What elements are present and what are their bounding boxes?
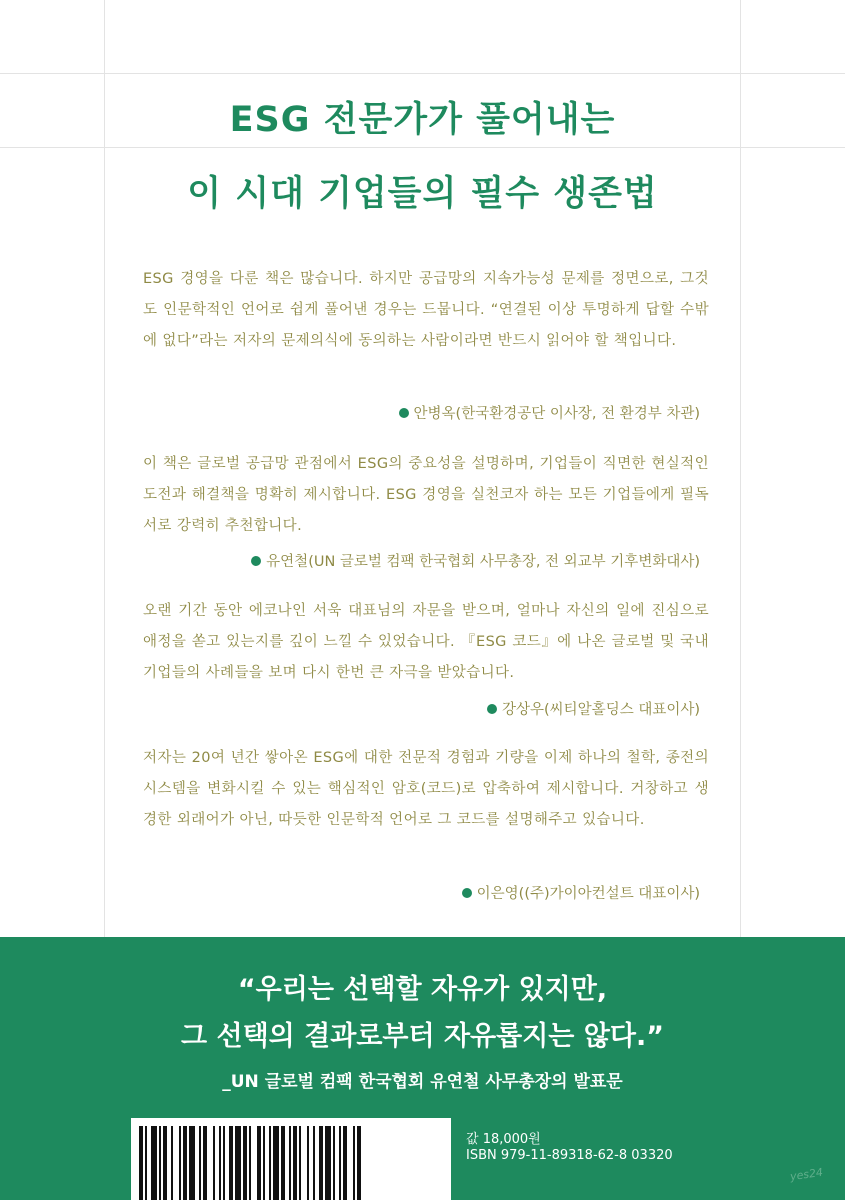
barcode-bar: [171, 1126, 173, 1200]
barcode-bar: [289, 1126, 291, 1200]
headline-line-1: ESG 전문가가 풀어내는: [229, 100, 616, 140]
barcode-bar: [249, 1126, 251, 1200]
quote-line-1: “우리는 선택할 자유가 있지만,: [237, 974, 608, 1005]
barcode-bar: [243, 1126, 247, 1200]
bullet-dot-icon: [251, 556, 261, 566]
endorsement-author: [251, 550, 700, 571]
barcode-bar: [163, 1126, 167, 1200]
bullet-dot-icon: [399, 408, 409, 418]
barcode-bar: [263, 1126, 265, 1200]
barcode-bar: [269, 1126, 271, 1200]
barcode-bar: [343, 1126, 347, 1200]
grid-line: [0, 73, 845, 74]
endorsement-text: 저자는 20여 년간 쌓아온 ESG에 대한 전문적 경험과 기량을 이제 하나의 철학, 종전의 시스템을 변화시킬 수 있는 핵심적인 암호(코드)로 압축하여 제시합니다. 거창하고 생경한 외래어가 아닌, 따듯한 인문학적 언어로 그 코드를 설명해주고 있습니다.: [143, 750, 709, 828]
barcode-bar: [333, 1126, 335, 1200]
barcode-bar: [353, 1126, 355, 1200]
endorsement-author: [462, 882, 700, 903]
barcode-bar: [293, 1126, 297, 1200]
barcode-bar: [189, 1126, 195, 1200]
barcode-bar: [299, 1126, 301, 1200]
endorsement-text: 오랜 기간 동안 에코나인 서욱 대표님의 자문을 받으며, 얼마나 자신의 일에 진심으로 애정을 쏟고 있는지를 깊이 느낄 수 있었습니다. 『ESG 코드』에 나온 글로벌 및 국내 기업들의 사례들을 보며 다시 한번 큰 자극을 받았습니다.: [143, 603, 709, 681]
headline-line-2: 이 시대 기업들의 필수 생존법: [187, 174, 658, 214]
barcode-bar: [229, 1126, 233, 1200]
watermark: yes24: [789, 1165, 824, 1184]
endorsement-text: 이 책은 글로벌 공급망 관점에서 ESG의 중요성을 설명하며, 기업들이 직면한 현실적인 도전과 해결책을 명확히 제시합니다. ESG 경영을 실천코자 하는 모든 기업들에게 필독서로 강력히 추천합니다.: [143, 456, 709, 534]
barcode-bar: [223, 1126, 225, 1200]
barcode-bar: [213, 1126, 215, 1200]
barcode-bar: [151, 1126, 157, 1200]
endorsement-author-name: 이은영((주)가이아컨설트 대표이사): [476, 886, 700, 902]
barcode-bar: [159, 1126, 161, 1200]
endorsement-text: ESG 경영을 다룬 책은 많습니다. 하지만 공급망의 지속가능성 문제를 정면으로, 그것도 인문학적인 언어로 쉽게 풀어낸 경우는 드뭅니다. “연결된 이상 투명하게 답할 수밖에 없다”라는 저자의 문제의식에 동의하는 사람이라면 반드시 읽어야 할 책입니다.: [143, 271, 709, 349]
barcode-bar: [203, 1126, 207, 1200]
barcode-bar: [235, 1126, 241, 1200]
price-label: 값 18,000원: [466, 1132, 541, 1147]
isbn-label: ISBN 979-11-89318-62-8 03320: [466, 1148, 673, 1163]
barcode-bar: [313, 1126, 315, 1200]
barcode-icon: [139, 1126, 443, 1200]
grid-line: [0, 147, 845, 148]
barcode-bar: [219, 1126, 221, 1200]
barcode-bar: [281, 1126, 285, 1200]
barcode-bar: [199, 1126, 201, 1200]
quote-source: _UN 글로벌 컴팩 한국협회 유연철 사무총장의 발표문: [222, 1072, 623, 1092]
barcode-bar: [183, 1126, 187, 1200]
barcode-bar: [357, 1126, 361, 1200]
endorsement-author: [399, 402, 700, 423]
barcode-bar: [339, 1126, 341, 1200]
bullet-dot-icon: [462, 888, 472, 898]
barcode-bar: [179, 1126, 181, 1200]
barcode-bar: [319, 1126, 323, 1200]
endorsement-author-name: 유연철(UN 글로벌 컴팩 한국협회 사무총장, 전 외교부 기후변화대사): [266, 554, 700, 570]
barcode-bar: [307, 1126, 309, 1200]
barcode-bar: [325, 1126, 331, 1200]
bullet-dot-icon: [487, 704, 497, 714]
barcode-bar: [273, 1126, 279, 1200]
endorsement-author: [487, 698, 700, 719]
endorsement-author-name: 안병옥(한국환경공단 이사장, 전 환경부 차관): [413, 406, 700, 422]
quote-line-2: 그 선택의 결과로부터 자유롭지는 않다.”: [181, 1021, 664, 1052]
barcode-bar: [139, 1126, 143, 1200]
barcode-bar: [145, 1126, 147, 1200]
isbn-barcode: [131, 1118, 451, 1200]
barcode-bar: [257, 1126, 261, 1200]
endorsement-author-name: 강상우(씨티알홀딩스 대표이사): [501, 702, 700, 718]
